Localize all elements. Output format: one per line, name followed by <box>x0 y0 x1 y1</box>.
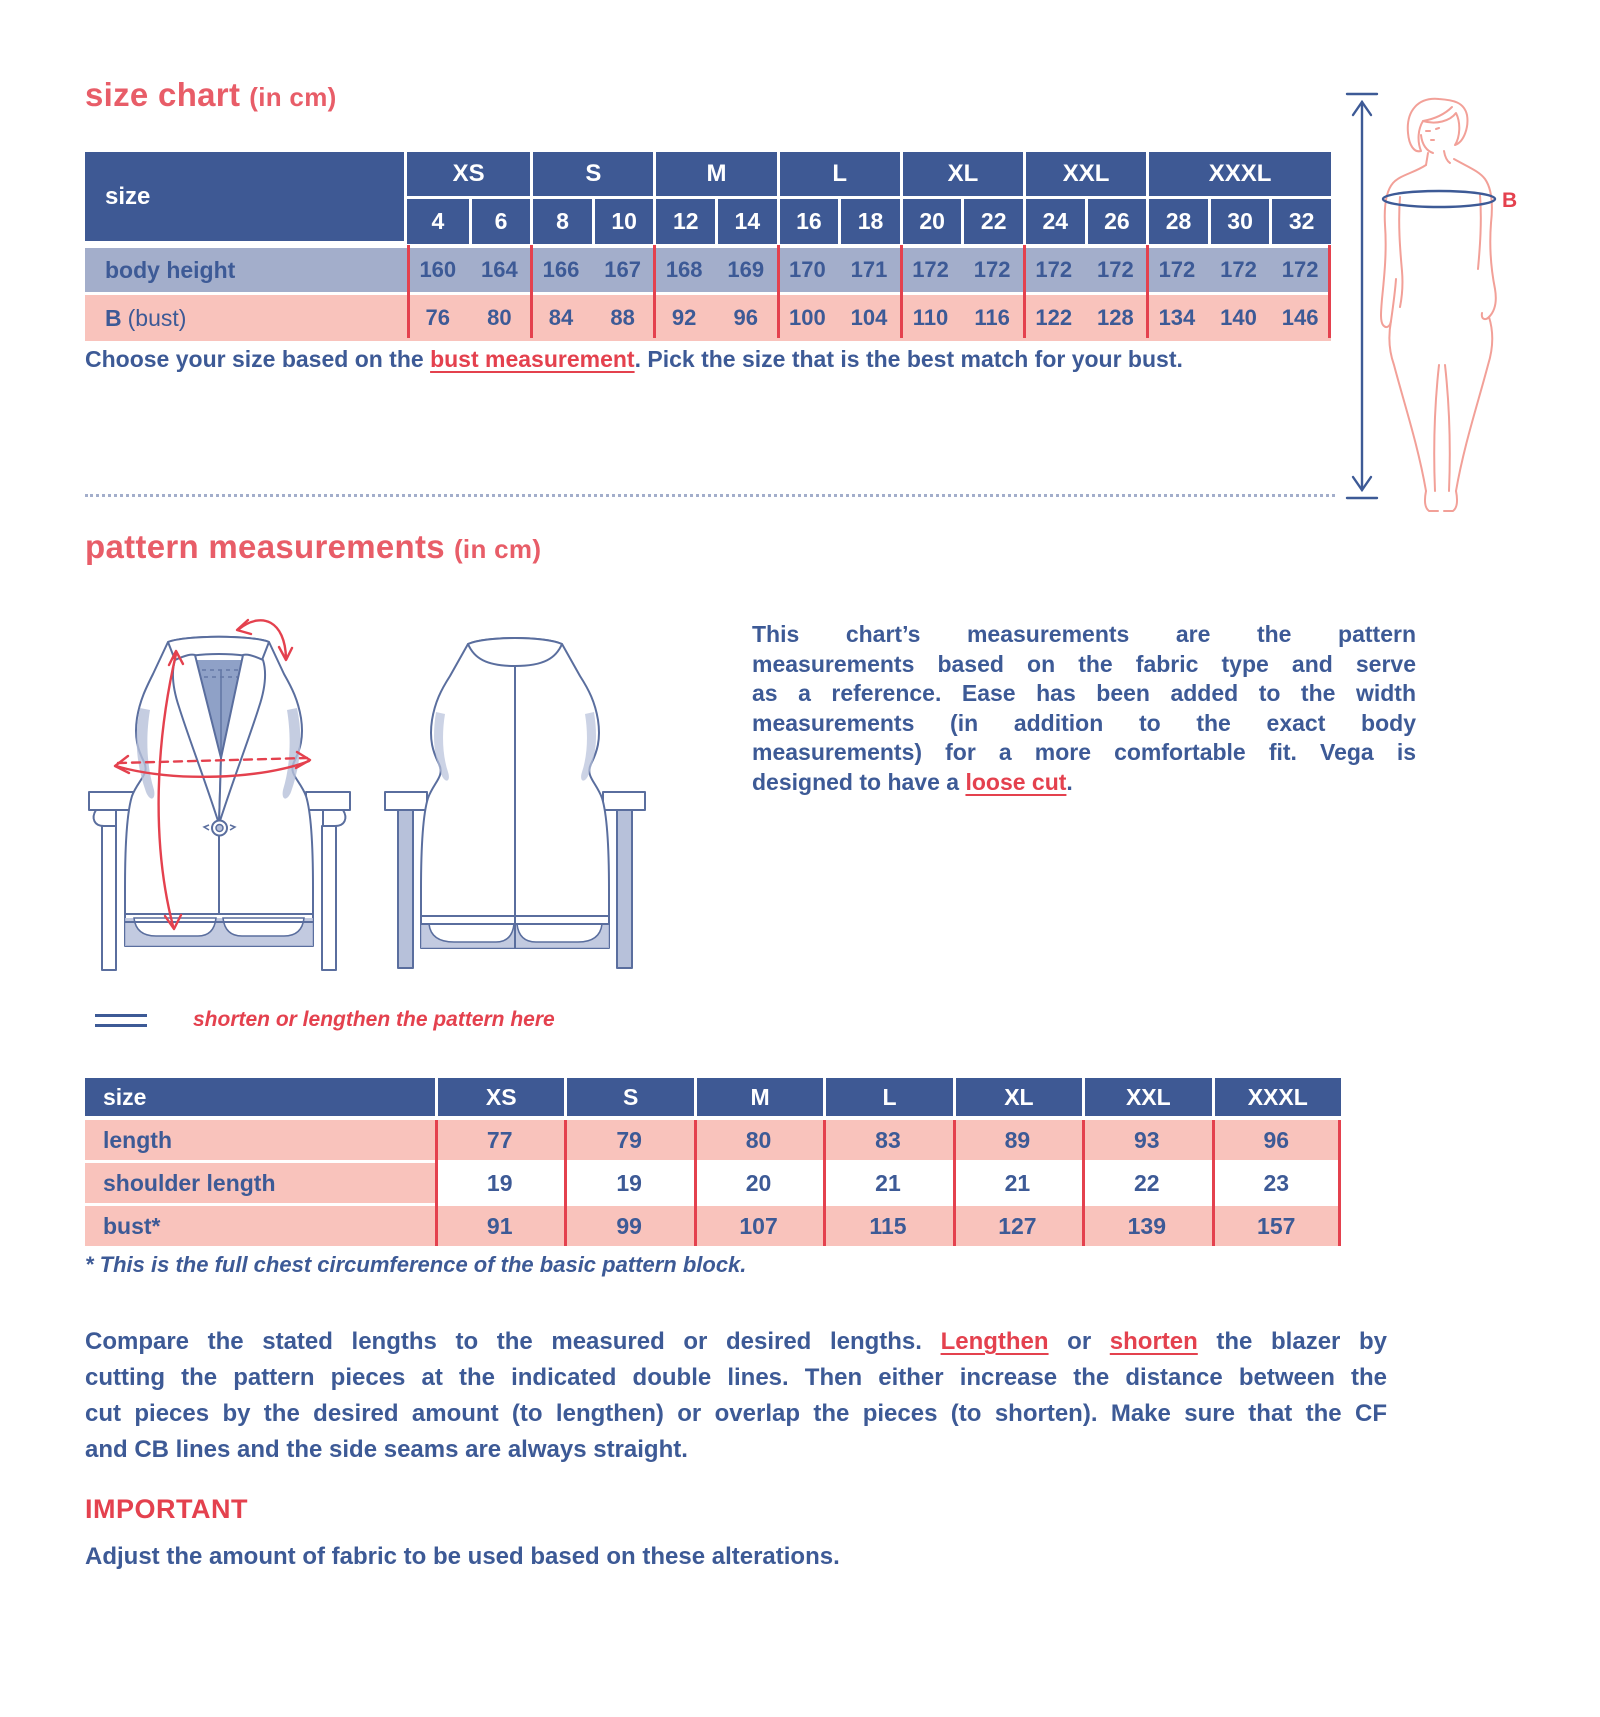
size-number-28: 28 <box>1146 199 1208 244</box>
value-cell: 134 <box>1158 305 1196 330</box>
text-line: cutting the pattern pieces at the indicated double lines. Then either increase the distance between the <box>85 1364 1387 1391</box>
column-separator-line <box>823 1120 826 1246</box>
value-cell: 167 <box>604 257 641 282</box>
value-cell: 172 <box>1281 257 1319 282</box>
size-chart-heading <box>85 76 337 114</box>
value-cell: 80 <box>694 1120 823 1160</box>
text-line: measurements based on the fabric type and serve <box>752 650 1416 677</box>
value-cell: 160 <box>419 257 457 282</box>
size-chart-table <box>85 152 1331 341</box>
size-group-xxxl: XXXL <box>1146 152 1331 196</box>
row-label: length <box>85 1120 435 1160</box>
value-cell: 168 <box>665 257 703 282</box>
size-chart-corner-cell: size <box>85 152 404 241</box>
size-number-18: 18 <box>838 199 900 244</box>
value-cell: 122 <box>1035 305 1073 330</box>
pattern-row-length <box>85 1120 1341 1160</box>
value-cell: 92 <box>671 305 697 330</box>
size-chart-heading-text: size chart <box>85 76 241 113</box>
value-cell: 23 <box>1212 1163 1341 1203</box>
group-separator-line <box>1146 245 1149 338</box>
size-chart-heading-unit: (in cm) <box>249 82 337 112</box>
section-divider <box>85 494 1335 497</box>
pattern-col-xs: XS <box>435 1078 564 1116</box>
row-label: shoulder length <box>85 1163 435 1203</box>
value-cell: 93 <box>1082 1120 1211 1160</box>
value-cell: 100 <box>789 305 826 330</box>
group-separator-line <box>777 245 780 338</box>
pattern-row-shoulder-length <box>85 1163 1341 1203</box>
value-cell: 96 <box>1212 1120 1341 1160</box>
value-cell: 140 <box>1220 305 1257 330</box>
size-number-6: 6 <box>469 199 531 244</box>
group-separator-line <box>407 245 410 338</box>
pattern-col-xxl: XXL <box>1082 1078 1211 1116</box>
shorten-lengthen-legend: shorten or lengthen the pattern here <box>193 1008 555 1031</box>
value-cell: 21 <box>823 1163 952 1203</box>
size-number-8: 8 <box>530 199 592 244</box>
value-cell: 20 <box>694 1163 823 1203</box>
value-cell: 79 <box>564 1120 693 1160</box>
value-cell: 164 <box>481 257 518 282</box>
value-cell: 172 <box>1096 257 1134 282</box>
value-cell: 77 <box>435 1120 564 1160</box>
size-number-32: 32 <box>1269 199 1331 244</box>
text-line: measurements (in addition to the exact body <box>752 709 1416 736</box>
value-cell: 146 <box>1281 305 1319 330</box>
value-cell: 172 <box>1220 257 1257 282</box>
value-cell: 139 <box>1082 1206 1211 1246</box>
size-chart-number-row <box>407 196 1331 244</box>
text-line: Compare the stated lengths to the measured or desired lengths. Lengthen or shorten the blazer by <box>85 1328 1387 1355</box>
size-number-24: 24 <box>1023 199 1085 244</box>
pattern-table-corner-cell: size <box>85 1078 435 1116</box>
value-cell: 99 <box>564 1206 693 1246</box>
bust-footnote: * This is the full chest circumference of the basic pattern block. <box>85 1252 747 1277</box>
size-chart-row-body-height <box>85 248 1331 292</box>
size-chart-table-header <box>85 152 1331 244</box>
blazer-front-illustration <box>88 596 388 996</box>
size-number-14: 14 <box>715 199 777 244</box>
value-cell: 169 <box>727 257 765 282</box>
value-cell: 107 <box>694 1206 823 1246</box>
text-line: designed to have a loose cut. <box>752 768 1073 795</box>
body-height-arrow <box>1344 90 1380 502</box>
size-number-16: 16 <box>777 199 839 244</box>
size-group-m: M <box>653 152 776 196</box>
text-line: cut pieces by the desired amount (to lengthen) or overlap the pieces (to shorten). Make sure that the CF <box>85 1400 1387 1427</box>
group-separator-line <box>1023 245 1026 338</box>
size-group-xs: XS <box>407 152 530 196</box>
value-cell: 89 <box>953 1120 1082 1160</box>
column-separator-line <box>435 1120 438 1246</box>
value-cell: 172 <box>912 257 949 282</box>
size-number-20: 20 <box>900 199 962 244</box>
text-line: This chart’s measurements are the pattern <box>752 621 1416 647</box>
value-cell: 172 <box>1158 257 1196 282</box>
value-cell: 127 <box>953 1206 1082 1246</box>
pattern-col-s: S <box>564 1078 693 1116</box>
size-group-xxl: XXL <box>1023 152 1146 196</box>
pattern-table-header <box>85 1078 1341 1116</box>
pattern-measurements-heading <box>85 528 541 566</box>
pattern-measurements-heading-unit: (in cm) <box>453 534 542 564</box>
column-separator-line <box>1338 1120 1341 1246</box>
lengthen-shorten-instructions <box>85 1324 1387 1468</box>
value-cell: 84 <box>548 305 574 330</box>
size-chart-group-row <box>407 152 1331 196</box>
size-number-22: 22 <box>961 199 1023 244</box>
group-separator-line <box>1328 245 1331 338</box>
text-line: and CB lines and the side seams are always straight. <box>85 1436 688 1463</box>
pattern-col-m: M <box>694 1078 823 1116</box>
value-cell: 172 <box>1035 257 1073 282</box>
size-number-4: 4 <box>407 199 469 244</box>
double-line-symbol <box>95 1014 147 1034</box>
group-separator-line <box>530 245 533 338</box>
column-separator-line <box>1212 1120 1215 1246</box>
row-label: body height <box>105 256 236 283</box>
value-cell: 115 <box>823 1206 952 1246</box>
size-group-xl: XL <box>900 152 1023 196</box>
value-cell: 170 <box>789 257 826 282</box>
value-cell: 19 <box>564 1163 693 1203</box>
value-cell: 166 <box>542 257 580 282</box>
value-cell: 88 <box>610 305 635 330</box>
value-cell: 172 <box>973 257 1011 282</box>
important-heading: IMPORTANT <box>85 1494 248 1524</box>
text-line: as a reference. Ease has been added to the width <box>752 680 1416 706</box>
column-separator-line <box>694 1120 697 1246</box>
value-cell: 157 <box>1212 1206 1341 1246</box>
value-cell: 171 <box>850 257 888 282</box>
value-cell: 104 <box>850 305 888 330</box>
value-cell: 96 <box>733 305 758 330</box>
size-number-12: 12 <box>653 199 715 244</box>
pattern-measurements-description <box>752 620 1416 797</box>
value-cell: 21 <box>953 1163 1082 1203</box>
value-cell: 76 <box>425 305 451 330</box>
bust-label: B <box>1502 189 1518 212</box>
text-line: measurements) for a more comfortable fit. Vega is <box>752 739 1416 765</box>
column-separator-line <box>564 1120 567 1246</box>
size-chart-row--bust- <box>85 295 1331 341</box>
pattern-measurements-table <box>85 1078 1341 1246</box>
value-cell: 19 <box>435 1163 564 1203</box>
column-separator-line <box>1082 1120 1085 1246</box>
text-line: Choose your size based on the bust measurement. Pick the size that is the best match for your bust. <box>85 346 1183 372</box>
group-separator-line <box>900 245 903 338</box>
row-label: bust* <box>85 1206 435 1246</box>
value-cell: 22 <box>1082 1163 1211 1203</box>
pattern-measurements-heading-text: pattern measurements <box>85 528 445 565</box>
pattern-row-bust- <box>85 1206 1341 1246</box>
value-cell: 80 <box>487 305 512 330</box>
blazer-back-illustration <box>384 596 684 996</box>
pattern-col-xl: XL <box>953 1078 1082 1116</box>
body-figure-illustration <box>1376 93 1526 518</box>
size-group-s: S <box>530 152 653 196</box>
column-separator-line <box>953 1120 956 1246</box>
row-label: B (bust) <box>105 304 187 331</box>
size-selection-note <box>85 344 1245 374</box>
value-cell: 91 <box>435 1206 564 1246</box>
group-separator-line <box>653 245 656 338</box>
value-cell: 83 <box>823 1120 952 1160</box>
size-number-10: 10 <box>592 199 654 244</box>
important-text: Adjust the amount of fabric to be used based on these alterations. <box>85 1543 840 1570</box>
value-cell: 110 <box>912 305 949 330</box>
size-group-l: L <box>777 152 900 196</box>
size-number-26: 26 <box>1085 199 1147 244</box>
pattern-col-l: L <box>823 1078 952 1116</box>
size-number-30: 30 <box>1208 199 1270 244</box>
value-cell: 116 <box>974 305 1010 330</box>
pattern-col-xxxl: XXXL <box>1212 1078 1341 1116</box>
value-cell: 128 <box>1096 305 1134 330</box>
